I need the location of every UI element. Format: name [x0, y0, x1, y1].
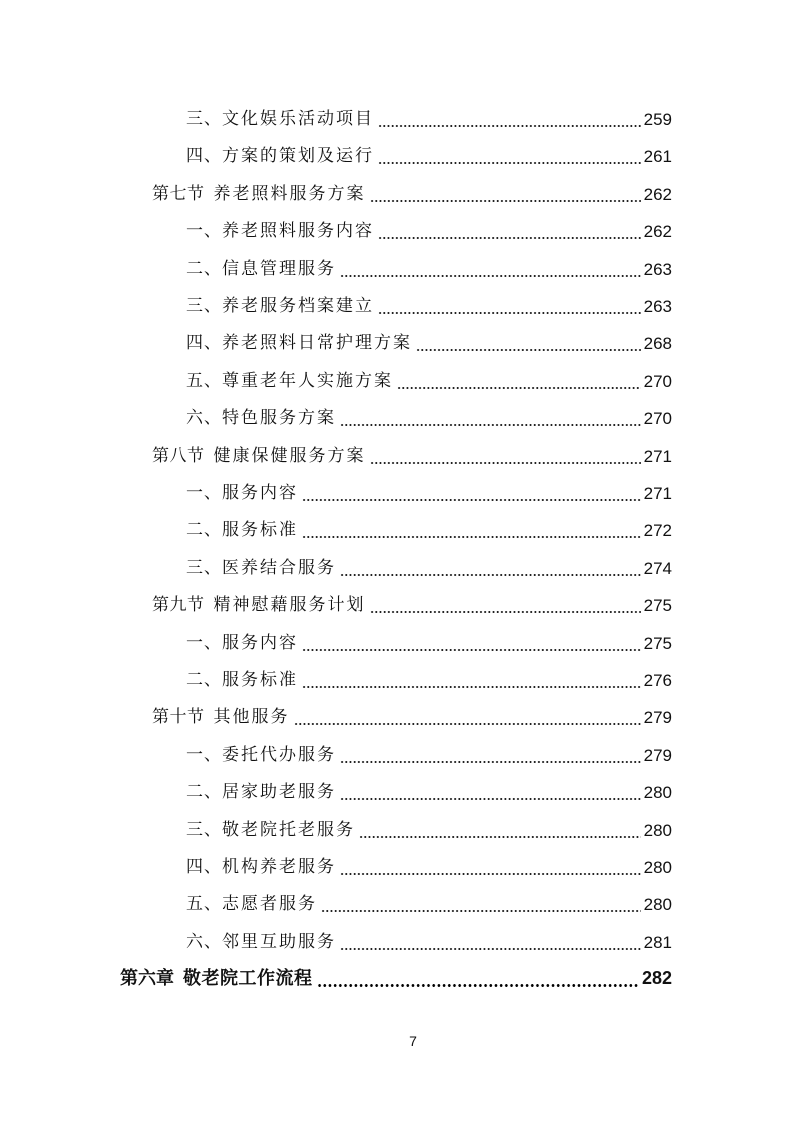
- dot-leader: [317, 960, 639, 997]
- toc-entry[interactable]: [186, 886, 672, 923]
- toc-entry-title: 委托代办服务: [222, 744, 336, 765]
- toc-entry-page: 279: [643, 745, 672, 765]
- dot-leader: [302, 625, 641, 662]
- dot-leader: [340, 774, 641, 811]
- toc-entry-page: 276: [643, 671, 672, 690]
- toc-section-entry[interactable]: [152, 699, 672, 736]
- toc-entry-page: 274: [643, 558, 672, 578]
- toc-entry-title: 特色服务方案: [222, 408, 336, 429]
- dot-leader: [370, 176, 641, 213]
- toc-entry-number: 三、: [186, 296, 222, 316]
- toc-entry-page: 262: [643, 222, 672, 242]
- toc-entry-number: 三、: [186, 557, 222, 578]
- toc-entry-page: 270: [643, 409, 672, 429]
- toc-entry[interactable]: [186, 774, 672, 811]
- toc-entry-page: 280: [643, 858, 672, 877]
- toc-entry-number: 四、: [186, 857, 222, 877]
- toc-section-title: 精神慰藉服务计划: [213, 595, 366, 616]
- toc-chapter-title: 敬老院工作流程: [183, 968, 313, 989]
- toc-entry[interactable]: [186, 625, 672, 662]
- toc-entry-number: 三、: [186, 109, 222, 129]
- toc-entry-page: 280: [643, 895, 672, 915]
- toc-entry-number: 六、: [186, 408, 222, 429]
- toc-entry[interactable]: [186, 924, 672, 961]
- dot-leader: [340, 251, 641, 288]
- dot-leader: [378, 138, 641, 175]
- toc-entry-page: 272: [643, 521, 672, 541]
- toc-entry-title: 养老照料日常护理方案: [222, 333, 412, 354]
- toc-entry-number: 四、: [186, 146, 222, 167]
- toc-entry-number: 五、: [186, 894, 222, 915]
- dot-leader: [294, 699, 641, 736]
- toc-entry-page: 261: [643, 147, 672, 167]
- toc-entry-title: 服务内容: [222, 632, 298, 653]
- dot-leader: [340, 400, 641, 437]
- toc-entry-number: 四、: [186, 333, 222, 354]
- dot-leader: [378, 101, 641, 138]
- toc-entry-title: 医养结合服务: [222, 557, 336, 578]
- toc-entry-page: 280: [643, 820, 672, 840]
- dot-leader: [340, 550, 641, 587]
- toc-entry-number: 一、: [186, 221, 222, 242]
- toc-entry[interactable]: [186, 288, 672, 325]
- toc-entry-title: 养老照料服务内容: [222, 221, 374, 242]
- toc-section-title: 其他服务: [213, 707, 290, 728]
- toc-entry-page: 263: [643, 259, 672, 279]
- toc-entry[interactable]: [186, 325, 672, 362]
- dot-leader: [370, 438, 641, 475]
- toc-entry-number: 五、: [186, 370, 222, 391]
- toc-entry[interactable]: [186, 400, 672, 437]
- toc-entry-page: 279: [643, 708, 672, 728]
- toc-entry-page: 271: [643, 446, 672, 466]
- toc-entry-title: 敬老院托老服务: [222, 819, 355, 840]
- dot-leader: [378, 213, 641, 250]
- dot-leader: [302, 662, 641, 699]
- dot-leader: [340, 849, 641, 886]
- toc-entry[interactable]: [186, 849, 672, 886]
- toc-entry-number: 一、: [186, 632, 222, 653]
- toc-entry-number: 一、: [186, 744, 222, 765]
- toc-entry-title: 服务标准: [222, 520, 298, 541]
- dot-leader: [359, 812, 641, 849]
- toc-entry[interactable]: [186, 737, 672, 774]
- dot-leader: [340, 924, 641, 961]
- dot-leader: [302, 475, 641, 512]
- toc-entry-page: 268: [643, 334, 672, 354]
- toc-entry-title: 机构养老服务: [222, 857, 336, 877]
- toc-entry-title: 服务内容: [222, 483, 298, 503]
- toc-section-entry[interactable]: [152, 587, 672, 624]
- toc-entry-number: 二、: [186, 520, 222, 541]
- dot-leader: [370, 587, 641, 624]
- toc-section-number: 第八节: [152, 445, 205, 466]
- dot-leader: [397, 363, 641, 400]
- dot-leader: [302, 512, 641, 549]
- toc-entry[interactable]: [186, 812, 672, 849]
- toc-entry-page: 271: [643, 484, 672, 503]
- toc-entry-title: 尊重老年人实施方案: [222, 370, 393, 391]
- dot-leader: [416, 325, 641, 362]
- toc-entry-title: 邻里互助服务: [222, 931, 336, 952]
- toc-section-title: 健康保健服务方案: [213, 445, 366, 466]
- toc-entry-page: 263: [643, 297, 672, 316]
- page-number: 7: [409, 1033, 417, 1049]
- toc-entry-page: 259: [643, 110, 672, 129]
- toc-entry-page: 281: [643, 932, 672, 952]
- toc-entry-number: 一、: [186, 483, 222, 503]
- toc-section-title: 养老照料服务方案: [213, 183, 366, 204]
- toc-entry-number: 三、: [186, 819, 222, 840]
- toc-entry-page: 275: [643, 633, 672, 653]
- toc-section-entry[interactable]: [152, 176, 672, 213]
- toc-entry-title: 文化娱乐活动项目: [222, 109, 374, 129]
- toc-entry[interactable]: [186, 550, 672, 587]
- toc-entry-title: 居家助老服务: [222, 782, 336, 803]
- toc-entry[interactable]: [186, 662, 672, 699]
- toc-entry-page: 275: [643, 596, 672, 616]
- toc-section-number: 第七节: [152, 183, 205, 204]
- toc-entry-page: 262: [643, 184, 672, 204]
- toc-entry[interactable]: [186, 363, 672, 400]
- toc-section-entry[interactable]: [152, 438, 672, 475]
- toc-entry[interactable]: [186, 512, 672, 549]
- toc-entry[interactable]: [186, 213, 672, 250]
- toc-entry-page: 282: [641, 968, 672, 988]
- toc-chapter-number: 第六章: [120, 968, 174, 989]
- toc-entry-title: 志愿者服务: [222, 894, 317, 915]
- toc-entry[interactable]: [186, 475, 672, 512]
- toc-entry-number: 六、: [186, 931, 222, 952]
- toc-entry[interactable]: [186, 251, 672, 288]
- dot-leader: [340, 737, 641, 774]
- toc-entry-title: 信息管理服务: [222, 258, 336, 279]
- toc-entry-title: 方案的策划及运行: [222, 146, 374, 167]
- toc-entry-number: 二、: [186, 782, 222, 803]
- dot-leader: [378, 288, 641, 325]
- toc-entry-number: 二、: [186, 258, 222, 279]
- toc-entry-number: 二、: [186, 670, 222, 690]
- toc-entry-title: 养老服务档案建立: [222, 296, 374, 316]
- toc-entry[interactable]: [186, 101, 672, 138]
- toc-entry-page: 270: [643, 371, 672, 391]
- toc-entry-page: 280: [643, 783, 672, 803]
- dot-leader: [321, 886, 641, 923]
- toc-section-number: 第十节: [152, 707, 205, 728]
- toc-entry[interactable]: [186, 138, 672, 175]
- toc-entry-title: 服务标准: [222, 670, 298, 690]
- toc-chapter-entry[interactable]: [120, 960, 672, 997]
- toc-section-number: 第九节: [152, 595, 205, 616]
